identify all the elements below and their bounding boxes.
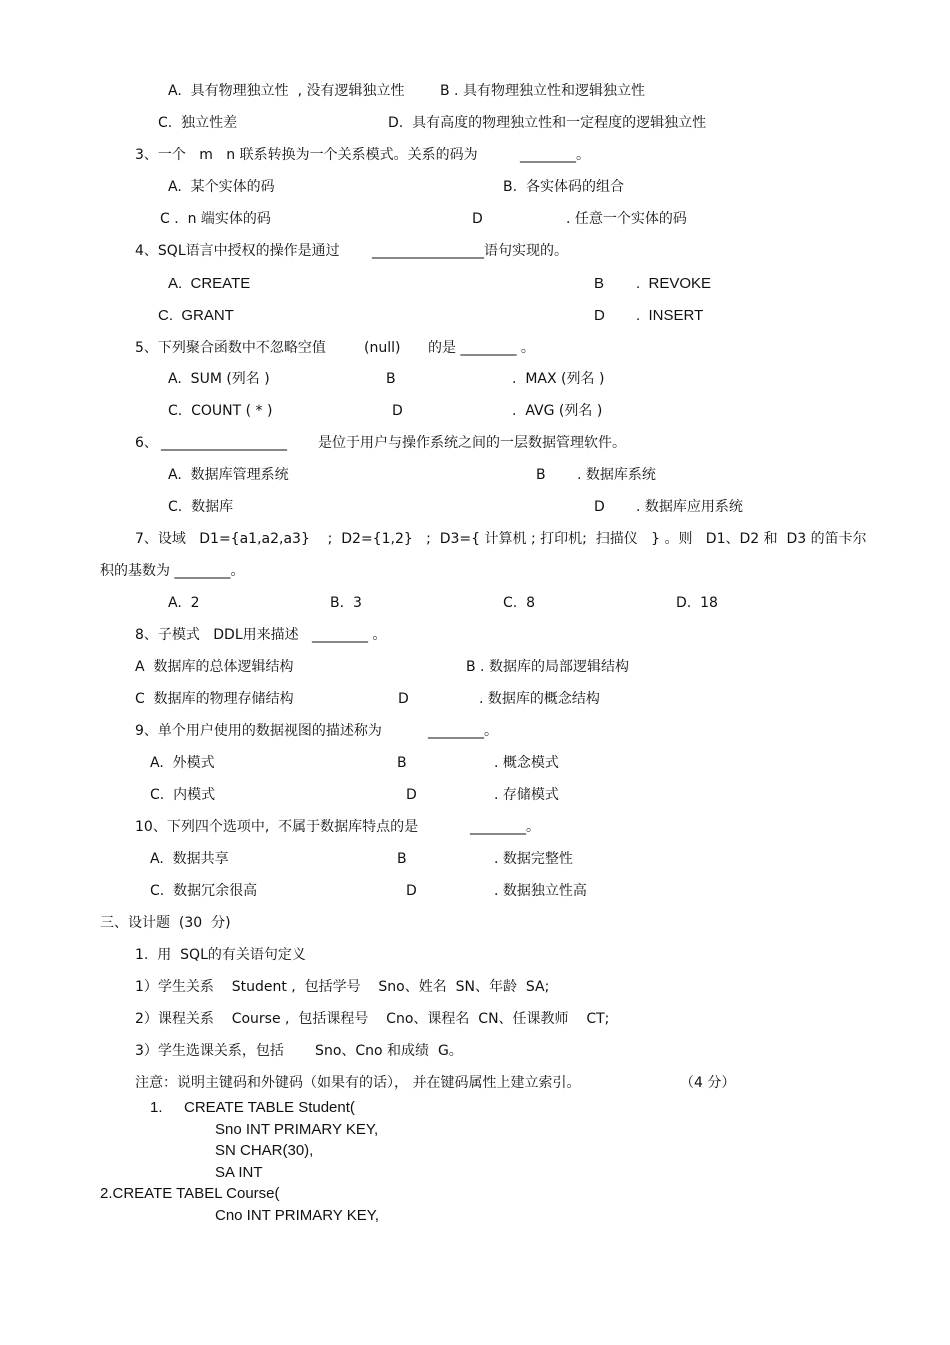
answer-code-line3: SN CHAR(30), — [215, 1142, 314, 1159]
answer-line1-number: 1. — [150, 1099, 163, 1116]
q6-blank: __________________ — [161, 435, 287, 451]
q5-null: (null) — [364, 340, 401, 356]
q8-stem: 8、子模式 DDL用来描述 ________ 。 — [135, 627, 387, 643]
q3-option-b: B. 各实体码的组合 — [503, 179, 624, 195]
q10-option-c: C. 数据冗余很高 — [150, 883, 258, 899]
q7-option-d: D. 18 — [676, 595, 718, 611]
q8-option-d: . 数据库的概念结构 — [479, 691, 600, 707]
answer-code-line4: SA INT — [215, 1164, 263, 1181]
q4-stem: 4、SQL语言中授权的操作是通过 — [135, 243, 340, 259]
q8-option-c: C 数据库的物理存储结构 — [135, 691, 294, 707]
q6-option-c: C. 数据库 — [168, 499, 234, 515]
q9-blank: ________。 — [428, 723, 498, 739]
q9-stem: 9、单个用户使用的数据视图的描述称为 — [135, 723, 382, 739]
q7-option-b: B. 3 — [330, 595, 362, 611]
answer-code-line5: 2.CREATE TABEL Course( — [100, 1185, 280, 1202]
q2-option-d: D. 具有高度的物理独立性和一定程度的逻辑独立性 — [388, 115, 707, 131]
q4-option-c: C. GRANT — [158, 307, 234, 324]
q10-option-d-letter: D — [406, 883, 417, 899]
q10-option-d: . 数据独立性高 — [494, 883, 587, 899]
q5-tail: 的是 ________ 。 — [428, 340, 535, 356]
q10-stem: 10、下列四个选项中, 不属于数据库特点的是 — [135, 819, 419, 835]
q10-blank: ________。 — [470, 819, 540, 835]
q9-option-a: A. 外模式 — [150, 755, 215, 771]
q6-option-b: . 数据库系统 — [577, 467, 656, 483]
q3-option-a: A. 某个实体的码 — [168, 179, 275, 195]
answer-code-line1: CREATE TABLE Student( — [184, 1099, 355, 1116]
q9-option-b-letter: B — [397, 755, 407, 771]
q10-option-b: . 数据完整性 — [494, 851, 573, 867]
q6-option-d: . 数据库应用系统 — [636, 499, 743, 515]
section3-item1: 1. 用 SQL的有关语句定义 — [135, 947, 306, 963]
q9-option-d-letter: D — [406, 787, 417, 803]
q5-option-d: . AVG (列名 ) — [512, 403, 603, 419]
q4-option-d-letter: D — [594, 307, 605, 324]
q5-option-b: . MAX (列名 ) — [512, 371, 605, 387]
q3-option-c: C . n 端实体的码 — [160, 211, 271, 227]
q4-blank: ________________语句实现的。 — [372, 243, 568, 259]
q3-stem: 3、一个 m n 联系转换为一个关系模式。关系的码为 — [135, 147, 478, 163]
q5-option-d-letter: D — [392, 403, 403, 419]
answer-code-line2: Sno INT PRIMARY KEY, — [215, 1121, 379, 1138]
q3-blank: ________。 — [520, 147, 590, 163]
q8-option-a: A 数据库的总体逻辑结构 — [135, 659, 294, 675]
q6-option-a: A. 数据库管理系统 — [168, 467, 289, 483]
section3-sub3: 3）学生选课关系，包括 Sno、Cno 和成绩 G。 — [135, 1043, 463, 1059]
q3-option-d-letter: D — [472, 211, 483, 227]
q10-option-a: A. 数据共享 — [150, 851, 229, 867]
section3-sub2: 2）课程关系 Course , 包括课程号 Cno、课程名 CN、任课教师 CT; — [135, 1011, 610, 1027]
q5-stem: 5、下列聚合函数中不忽略空值 — [135, 340, 326, 356]
q5-option-a: A. SUM (列名 ) — [168, 371, 270, 387]
q6-stem: 是位于用户与操作系统之间的一层数据管理软件。 — [318, 435, 626, 451]
q2-option-b: B . 具有物理独立性和逻辑独立性 — [440, 83, 645, 99]
q10-option-b-letter: B — [397, 851, 407, 867]
q2-option-a: A. 具有物理独立性 , 没有逻辑独立性 — [168, 83, 405, 99]
q7-option-a: A. 2 — [168, 595, 200, 611]
q3-option-d: . 任意一个实体的码 — [566, 211, 687, 227]
q9-option-d: . 存储模式 — [494, 787, 559, 803]
q9-option-c: C. 内模式 — [150, 787, 216, 803]
q4-option-b: . REVOKE — [636, 275, 712, 292]
q5-option-b-letter: B — [386, 371, 396, 387]
q5-option-c: C. COUNT ( * ) — [168, 403, 273, 419]
q4-option-d: . INSERT — [636, 307, 704, 324]
q8-option-b: B . 数据库的局部逻辑结构 — [466, 659, 629, 675]
q9-option-b: . 概念模式 — [494, 755, 559, 771]
answer-code-line6: Cno INT PRIMARY KEY, — [215, 1207, 379, 1224]
section3-points: （4 分） — [680, 1075, 736, 1091]
q7-option-c: C. 8 — [503, 595, 536, 611]
q2-option-c: C. 独立性差 — [158, 115, 238, 131]
q7-stem-line1: 7、设域 D1={a1,a2,a3} ; D2={1,2} ; D3={ 计算机 ; 打印机; 扫描仪 } 。则 D1、D2 和 D3 的笛卡尔 — [135, 531, 867, 547]
q6-option-b-letter: B — [536, 467, 546, 483]
section3-note: 注意：说明主键码和外键码（如果有的话）， 并在键码属性上建立索引。 — [135, 1075, 581, 1091]
q6-stem-number: 6、 — [135, 435, 158, 451]
q7-stem-line2: 积的基数为 ________。 — [100, 563, 245, 579]
q4-option-b-letter: B — [594, 275, 605, 292]
q8-option-d-letter: D — [398, 691, 409, 707]
q4-option-a: A. CREATE — [168, 275, 251, 292]
q6-option-d-letter: D — [594, 499, 605, 515]
section3-title: 三、设计题 (30 分) — [100, 915, 231, 931]
section3-sub1: 1）学生关系 Student , 包括学号 Sno、姓名 SN、年龄 SA; — [135, 979, 550, 995]
